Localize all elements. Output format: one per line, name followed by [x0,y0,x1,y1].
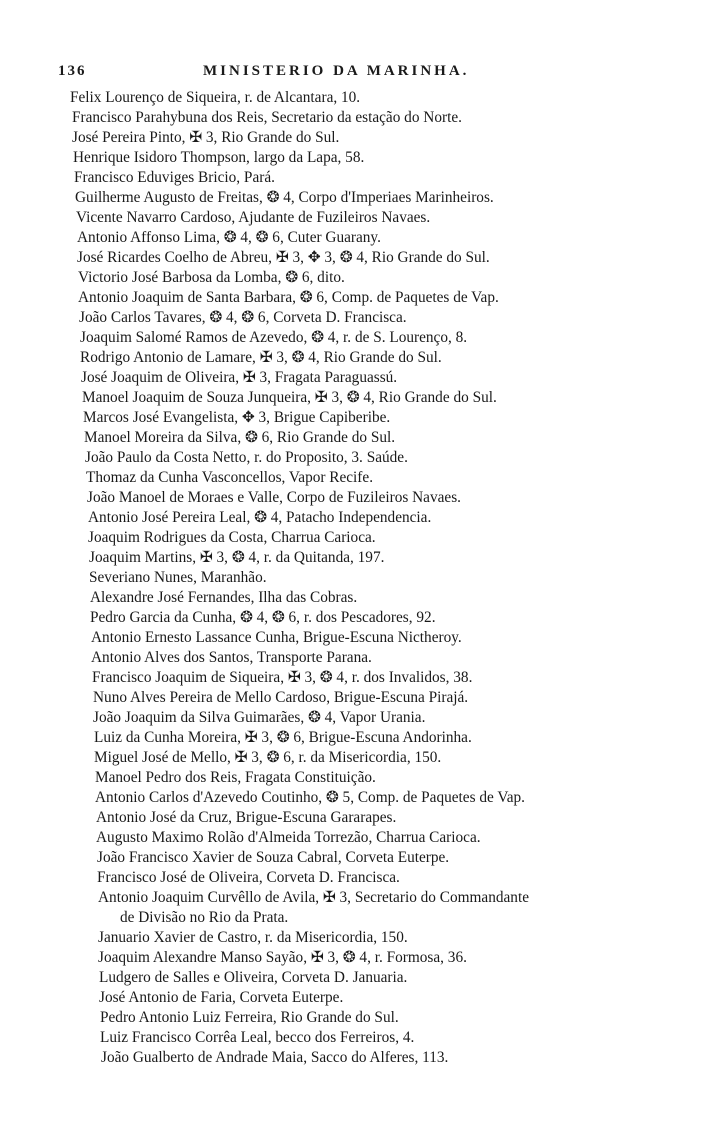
list-item: João Carlos Tavares, ❂ 4, ❂ 6, Corveta D. Francisca. [79,309,407,326]
list-item: Manoel Joaquim de Souza Junqueira, ✠ 3, ❂ 4, Rio Grande do Sul. [82,389,497,406]
list-item-continuation: de Divisão no Rio da Prata. [120,909,289,926]
list-item: Francisco Eduviges Bricio, Pará. [74,169,275,186]
list-item: Vicente Navarro Cardoso, Ajudante de Fuzileiros Navaes. [76,209,431,226]
list-item: Severiano Nunes, Maranhão. [89,569,267,586]
list-item: Augusto Maximo Rolão d'Almeida Torrezão, Charrua Carioca. [96,829,481,846]
list-item: Antonio José Pereira Leal, ❂ 4, Patacho Independencia. [88,509,432,526]
list-item: Nuno Alves Pereira de Mello Cardoso, Brigue-Escuna Pirajá. [93,689,469,706]
list-item: Joaquim Salomé Ramos de Azevedo, ❂ 4, r. de S. Lourenço, 8. [80,329,468,346]
list-item: Henrique Isidoro Thompson, largo da Lapa, 58. [73,149,365,166]
list-item: Guilherme Augusto de Freitas, ❂ 4, Corpo d'Imperiaes Marinheiros. [75,189,494,206]
list-item: Antonio José da Cruz, Brigue-Escuna Gararapes. [96,809,397,826]
list-item: Antonio Joaquim Curvêllo de Avila, ✠ 3, Secretario do Commandante [98,889,529,906]
list-item: Marcos José Evangelista, ✥ 3, Brigue Capiberibe. [83,409,391,426]
list-item: Alexandre José Fernandes, Ilha das Cobras. [90,589,358,606]
list-item: José Ricardes Coelho de Abreu, ✠ 3, ✥ 3, ❂ 4, Rio Grande do Sul. [77,249,490,266]
list-item: João Francisco Xavier de Souza Cabral, Corveta Euterpe. [97,849,450,866]
list-item: Antonio Alves dos Santos, Transporte Parana. [91,649,372,666]
list-item: João Manoel de Moraes e Valle, Corpo de Fuzileiros Navaes. [87,489,461,506]
list-item: Thomaz da Cunha Vasconcellos, Vapor Recife. [86,469,374,486]
list-item: Ludgero de Salles e Oliveira, Corveta D. Januaria. [99,969,408,986]
list-item: Januario Xavier de Castro, r. da Misericordia, 150. [98,929,408,946]
list-item: Victorio José Barbosa da Lomba, ❂ 6, dito. [78,269,345,286]
list-item: Luiz da Cunha Moreira, ✠ 3, ❂ 6, Brigue-Escuna Andorinha. [94,729,472,746]
running-title: MINISTERIO DA MARINHA. [203,63,470,79]
list-item: Joaquim Alexandre Manso Sayão, ✠ 3, ❂ 4, r. Formosa, 36. [98,949,467,966]
page-header [58,63,648,85]
list-item: Manoel Moreira da Silva, ❂ 6, Rio Grande do Sul. [84,429,396,446]
list-item: Francisco José de Oliveira, Corveta D. Francisca. [97,869,400,886]
list-item: José Antonio de Faria, Corveta Euterpe. [99,989,344,1006]
list-item: Miguel José de Mello, ✠ 3, ❂ 6, r. da Misericordia, 150. [94,749,442,766]
list-item: Antonio Affonso Lima, ❂ 4, ❂ 6, Cuter Guarany. [77,229,381,246]
list-item: Pedro Garcia da Cunha, ❂ 4, ❂ 6, r. dos Pescadores, 92. [90,609,436,626]
list-item: Felix Lourenço de Siqueira, r. de Alcantara, 10. [70,89,361,106]
list-item: João Joaquim da Silva Guimarães, ❂ 4, Vapor Urania. [93,709,426,726]
list-item: João Paulo da Costa Netto, r. do Proposito, 3. Saúde. [85,449,408,466]
list-item: Antonio Joaquim de Santa Barbara, ❂ 6, Comp. de Paquetes de Vap. [78,289,499,306]
list-item: José Pereira Pinto, ✠ 3, Rio Grande do Sul. [72,129,340,146]
list-item: João Gualberto de Andrade Maia, Sacco do Alferes, 113. [101,1049,449,1066]
list-item: Francisco Parahybuna dos Reis, Secretario da estação do Norte. [72,109,462,126]
list-item: Joaquim Martins, ✠ 3, ❂ 4, r. da Quitanda, 197. [89,549,385,566]
list-item: Francisco Joaquim de Siqueira, ✠ 3, ❂ 4, r. dos Invalidos, 38. [92,669,473,686]
list-item: Antonio Carlos d'Azevedo Coutinho, ❂ 5, Comp. de Paquetes de Vap. [95,789,525,806]
list-item: Joaquim Rodrigues da Costa, Charrua Carioca. [88,529,376,546]
list-item: Manoel Pedro dos Reis, Fragata Constituição. [95,769,376,786]
page-number: 136 [58,63,87,79]
list-item: Antonio Ernesto Lassance Cunha, Brigue-Escuna Nictheroy. [91,629,462,646]
list-item: José Joaquim de Oliveira, ✠ 3, Fragata Paraguassú. [81,369,398,386]
list-item: Rodrigo Antonio de Lamare, ✠ 3, ❂ 4, Rio Grande do Sul. [80,349,442,366]
list-item: Pedro Antonio Luiz Ferreira, Rio Grande do Sul. [100,1009,399,1026]
list-item: Luiz Francisco Corrêa Leal, becco dos Ferreiros, 4. [100,1029,415,1046]
